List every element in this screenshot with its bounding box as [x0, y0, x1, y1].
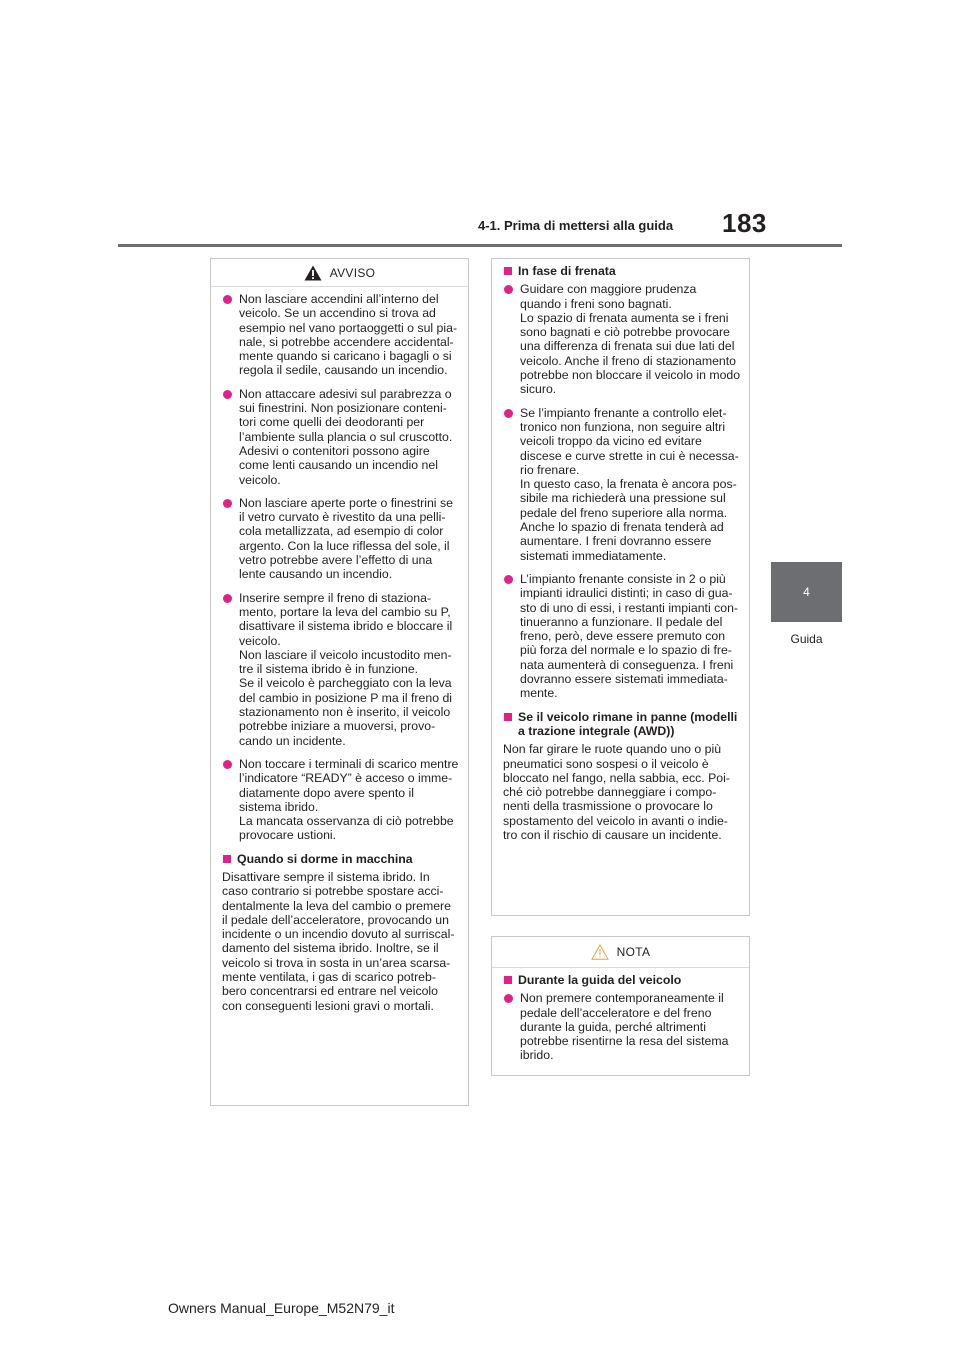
text-line: potrebbe iniziare a muoversi, provo-	[239, 719, 436, 734]
warning-triangle-filled-icon	[304, 265, 322, 281]
text-line: disattivare il sistema ibrido e bloccare il	[239, 619, 453, 634]
text-line: durante la guida, perché altrimenti	[520, 1019, 706, 1034]
chapter-tab	[771, 562, 842, 622]
text-line: pedale del freno superiore alla norma.	[520, 505, 728, 520]
text-line: sto di uno di essi, i restanti impianti con-	[520, 600, 739, 615]
text-line: cando un incidente.	[239, 733, 346, 748]
text-line: esempio nel vano portaoggetti o sul pia-	[239, 320, 458, 335]
warning-triangle-outline-icon	[591, 944, 609, 960]
text-line: tre il sistema ibrido è in funzione.	[239, 662, 419, 677]
text-line: sistemati immediatamente.	[520, 548, 667, 563]
text-line: Se il veicolo rimane in panne (modelli	[518, 709, 738, 724]
subsection-heading: Quando si dorme in macchina	[222, 852, 456, 866]
text-line: damento del sistema ibrido. Inoltre, se il	[222, 941, 439, 956]
chapter-number: 4	[803, 585, 810, 599]
text-line: freno, però, deve essere premuto con	[520, 629, 726, 644]
text-line: incidente o un incendio dovuto al surriscal-	[222, 927, 455, 942]
text-line: stazionamento non è inserito, il veicolo	[239, 705, 451, 720]
avviso-header	[211, 259, 468, 287]
text-line: quando i freni sono bagnati.	[520, 296, 672, 311]
text-line: più forza del normale e lo spazio di fre-	[520, 643, 732, 658]
subsection-paragraph	[503, 742, 737, 842]
avviso-title: AVVISO	[329, 265, 376, 280]
text-line: Non lasciare accendini all’interno del	[239, 292, 439, 306]
text-line: aumentare. I freni dovranno essere	[520, 534, 712, 549]
text-line: il pedale dell’acceleratore, provocando un	[222, 912, 449, 927]
text-line: caso contrario si potrebbe spostare acci-	[222, 884, 444, 899]
text-line: regola il sedile, causando un incendio.	[239, 363, 448, 378]
text-line: veicolo. Se un accendino si trova ad	[239, 306, 436, 321]
page-number: 183	[722, 208, 767, 238]
text-line: lente causando un incendio.	[239, 567, 393, 582]
text-line: Non far girare le ruote quando uno o più	[503, 742, 722, 757]
text-line: provocare ustioni.	[239, 828, 337, 843]
text-line: In questo caso, la frenata è ancora pos-	[520, 477, 737, 492]
text-line: Disattivare sempre il sistema ibrido. In	[222, 869, 430, 884]
bullet-item	[222, 756, 459, 843]
footer-text: Owners Manual_Europe_M52N79_it	[168, 1300, 395, 1316]
avviso-body	[211, 287, 468, 1025]
frenata-box	[491, 258, 750, 916]
text-line: Lo spazio di frenata aumenta se i freni	[520, 310, 729, 325]
header-rule	[118, 244, 842, 247]
text-line: mente ventilata, i gas di scarico potreb-	[222, 970, 436, 985]
section-title: 4-1. Prima di mettersi alla guida	[478, 218, 674, 233]
text-line: discese e curve strette in cui è necessa-	[520, 448, 739, 463]
text-line: spostamento del veicolo in avanti o indie-	[503, 813, 728, 828]
text-line: l’indicatore “READY” è acceso o imme-	[239, 771, 453, 786]
bullet-item	[503, 406, 737, 563]
text-line: Non toccare i terminali di scarico mentre	[239, 756, 459, 771]
nota-heading: Durante la guida del veicolo	[503, 973, 737, 987]
nota-box	[491, 936, 750, 1076]
text-line: veicolo. Anche il freno di stazionamento	[520, 353, 737, 368]
text-line: Guidare con maggiore prudenza	[520, 282, 697, 297]
text-line: con conseguenti lesioni gravi o mortali.	[222, 998, 434, 1013]
text-line: Inserire sempre il freno di staziona-	[239, 590, 432, 605]
text-line: Adesivi o contenitori possono agire	[239, 443, 430, 458]
text-line: tori come quelli dei deodoranti per	[239, 415, 425, 430]
text-line: impianti idraulici distinti; in caso di gua-	[520, 586, 733, 601]
text-line: mento, portare la leva del cambio su P,	[239, 604, 451, 619]
text-line: bloccato nel fango, nella sabbia, ecc. Poi-	[503, 770, 730, 785]
bullet-item	[222, 496, 456, 582]
text-line: nata aumenterà di conseguenza. I freni	[520, 657, 734, 672]
text-line: il vetro curvato è rivestito da una pelli-	[239, 510, 446, 525]
nota-header	[492, 937, 749, 968]
text-line: bero concentrarsi ed entrare nel veicolo	[222, 984, 439, 999]
text-line: sui finestrini. Non posizionare conteni-	[239, 401, 447, 416]
text-line: ché ciò potrebbe danneggiare i compo-	[503, 785, 717, 800]
text-line: vetro potrebbe avere l’effetto di una	[239, 553, 433, 568]
bullet-item	[222, 292, 456, 378]
text-line: tronico non funziona, non seguire altri	[520, 419, 726, 434]
bullet-item	[222, 591, 456, 748]
text-line: nenti della trasmissione o provocare lo	[503, 799, 713, 814]
text-line: cola metallizzata, ad esempio di color	[239, 524, 444, 539]
section-heading: In fase di frenata	[503, 264, 737, 278]
text-line: veicoli troppo da vicino ed evitare	[520, 434, 702, 449]
text-line: Anche lo spazio di frenata tenderà ad	[520, 520, 724, 535]
nota-title: NOTA	[616, 945, 651, 959]
text-line: Se l’impianto frenante a controllo elet-	[520, 405, 727, 420]
text-line: veicolo.	[239, 633, 281, 648]
text-line: nale, si potrebbe accendere accidental-	[239, 334, 454, 349]
text-line: del cambio in posizione P ma il freno di	[239, 690, 453, 705]
text-line: sistema ibrido.	[239, 799, 319, 814]
text-line: potrebbe non bloccare il veicolo in modo	[520, 368, 741, 383]
frenata-body	[492, 259, 749, 854]
text-line: sicuro.	[520, 382, 557, 397]
text-line: Non lasciare aperte porte o finestrini se	[239, 495, 453, 510]
text-line: argento. Con la luce riflessa del sole, il	[239, 538, 450, 553]
subsection-heading	[503, 710, 737, 739]
text-line: veicolo.	[239, 472, 281, 487]
text-line: Non attaccare adesivi sul parabrezza o	[239, 386, 452, 401]
text-line: Non lasciare il veicolo incustodito men-	[239, 647, 452, 662]
text-line: tro con il rischio di causare un incidente.	[503, 827, 722, 842]
nota-body	[492, 968, 749, 1078]
text-line: potrebbe risentirne la resa del sistema	[520, 1034, 729, 1049]
text-line: Non premere contemporaneamente il	[520, 991, 724, 1006]
bullet-item	[503, 282, 741, 397]
subsection-paragraph	[222, 870, 456, 1013]
text-line: una differenza di frenata sui due lati del	[520, 339, 735, 354]
text-line: mente.	[520, 686, 558, 701]
text-line: pedale dell’acceleratore e del freno	[520, 1005, 712, 1020]
text-line: mente quando si caricano i bagagli o si	[239, 349, 452, 364]
text-line: Se il veicolo è parcheggiato con la leva	[239, 676, 452, 691]
text-line: rio frenare.	[520, 462, 580, 477]
text-line: l’ambiente sulla plancia o sul cruscotto.	[239, 429, 453, 444]
text-line: dentalmente la leva del cambio o premere	[222, 898, 451, 913]
text-line: sono bagnati e ciò potrebbe provocare	[520, 325, 730, 340]
text-line: tinueranno a funzionare. Il pedale del	[520, 614, 723, 629]
bullet-item	[503, 991, 737, 1062]
text-line: come lenti causando un incendio nel	[239, 458, 438, 473]
text-line: L’impianto frenante consiste in 2 o più	[520, 571, 726, 586]
text-line: veicolo si trova in sosta in un’area scarsa-	[222, 955, 451, 970]
text-line: diatamente dopo avere spento il	[239, 785, 415, 800]
text-line: a trazione integrale (AWD))	[518, 723, 675, 738]
avviso-box	[210, 258, 469, 1106]
text-line: dovranno essere sistemati immediata-	[520, 672, 728, 687]
text-line: La mancata osservanza di ciò potrebbe	[239, 814, 454, 829]
chapter-label: Guida	[790, 632, 823, 646]
bullet-item	[222, 387, 456, 487]
text-line: pneumatici sono sospesi o il veicolo è	[503, 756, 709, 771]
text-line: ibrido.	[520, 1048, 554, 1063]
text-line: sibile ma richiederà una pressione sul	[520, 491, 726, 506]
bullet-item	[503, 572, 737, 701]
